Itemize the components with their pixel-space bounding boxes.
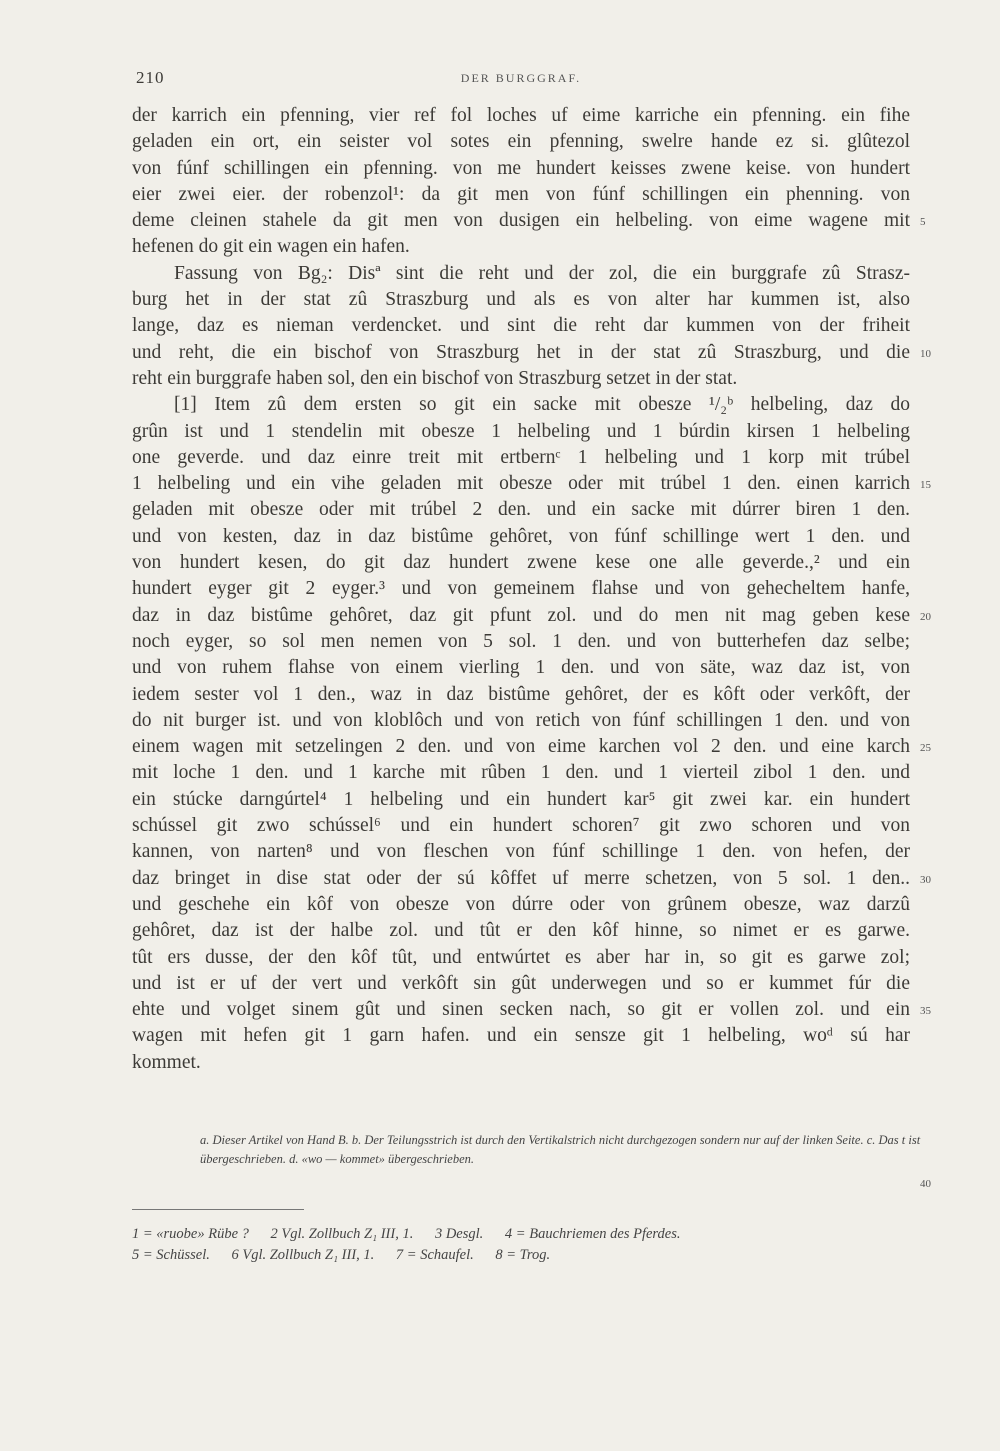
footnote: 1 = «ruobe» Rübe ? [132, 1226, 249, 1242]
line-number: 25 [920, 742, 931, 755]
footnote: 3 Desgl. [434, 1226, 484, 1242]
footnote-divider [132, 1209, 304, 1210]
text-line: noch eyger, so sol men nemen von 5 sol. 1 den. und von butterhefen daz selbe; [132, 630, 910, 652]
text-line: grûn ist und 1 stendelin mit obesze 1 helbeling und 1 búrdin kirsen 1 helbeling [132, 420, 910, 442]
text-line: gehôret, daz ist der halbe zol. und tût er den kôf hinne, so nimet er es garwe. [132, 920, 910, 942]
text-line: hefenen do git ein wagen ein hafen. [132, 236, 410, 258]
text-line: einem wagen mit setzelingen 2 den. und von eime karchen vol 2 den. und eine karch [132, 736, 910, 758]
text-line: daz in daz bistûme gehôret, daz git pfunt zol. und do men nit mag geben kese [132, 604, 910, 626]
main-text [132, 103, 910, 1076]
footnotes [132, 1224, 922, 1266]
apparatus-note: b. Der Teilungsstrich ist durch den Vertikalstrich nicht durchgezogen sondern nur auf der linken Seite. [351, 1133, 864, 1147]
text-line: daz bringet in dise stat oder der sú kôffet uf merre schetzen, von 5 sol. 1 den.. [132, 867, 910, 889]
text-line: von hundert kesen, do git daz hundert zwene kese one alle geverde.,² und ein [132, 552, 910, 574]
text-line: kommet. [132, 1051, 201, 1073]
text-line: one geverde. und daz einre treit mit ertbernᶜ 1 helbeling und 1 korp mit trúbel [132, 446, 910, 468]
text-line: lange, daz es nieman verdencket. und sint die reht dar kummen von der friheit [132, 315, 910, 337]
footnote: 6 Vgl. Zollbuch Z₁ III, 1. [231, 1247, 375, 1263]
line-number: 35 [920, 1005, 931, 1018]
apparatus-note: a. Dieser Artikel von Hand B. [200, 1133, 349, 1147]
text-line: eier zwei eier. der robenzol¹: da git men von fúnf schillingen ein phenning. von [132, 183, 910, 205]
text-line: wagen mit hefen git 1 garn hafen. und ein sensze git 1 helbeling, woᵈ sú har [132, 1025, 910, 1047]
footnote: 2 Vgl. Zollbuch Z₁ III, 1. [270, 1226, 414, 1242]
text-line: Fassung von Bg₂: Disª sint die reht und der zol, die ein burggrafe zû Strasz- [174, 262, 910, 284]
text-line: schússel git zwo schússel⁶ und ein hundert schoren⁷ git zwo schoren und von [132, 815, 910, 837]
footnote: 8 = Trog. [495, 1247, 551, 1263]
line-number: 40 [920, 1178, 931, 1190]
text-line: 1 helbeling und ein vihe geladen mit obesze oder mit trúbel 1 den. einen karrich [132, 473, 910, 495]
text-line: ein stúcke darngúrtel⁴ 1 helbeling und ein hundert kar⁵ git zwei kar. ein hundert [132, 788, 910, 810]
running-title: DER BURGGRAF. [460, 71, 582, 85]
footnote: 4 = Bauchriemen des Pferdes. [504, 1226, 681, 1242]
line-number: 15 [920, 479, 931, 492]
footnote: 5 = Schüssel. [132, 1247, 210, 1263]
line-number: 10 [920, 347, 931, 360]
line-number: 30 [920, 873, 931, 886]
text-line: geladen ein ort, ein seister vol sotes ein pfenning, swelre hande ez si. glûtezol [132, 131, 910, 153]
apparatus-notes [200, 1131, 922, 1169]
page-header [132, 68, 910, 92]
text-line: geladen mit obesze oder mit trúbel 2 den. und ein sacke mit dúrrer biren 1 den. [132, 499, 910, 521]
line-number: 5 [920, 216, 926, 229]
text-line: und reht, die ein bischof von Straszburg het in der stat zû Straszburg, und die [132, 341, 910, 363]
text-line: deme cleinen stahele da git men von dusigen ein helbeling. von eime wagene mit [132, 210, 910, 232]
text-line: tût ers dusse, der den kôf tût, und entwúrtet es aber har in, so git es garwe zol; [132, 946, 910, 968]
line-number: 20 [920, 610, 931, 623]
text-line: von fúnf schillingen ein pfenning. von me hundert keisses zwene keise. von hundert [132, 157, 910, 179]
apparatus-note: c. Das t ist übergeschrieben. [200, 1133, 921, 1166]
text-line: do nit burger ist. und von kloblôch und von retich von fúnf schillingen 1 den. und von [132, 709, 910, 731]
text-line: und von ruhem flahse von einem vierling 1 den. und von säte, waz daz ist, von [132, 657, 910, 679]
text-line: iedem sester vol 1 den., waz in daz bistûme gehôret, der es kôft oder verkôft, der [132, 683, 910, 705]
text-line: hundert eyger git 2 eyger.³ und von gemeinem flahse und von gehecheltem hanfe, [132, 578, 910, 600]
text-line: kannen, von narten⁸ und von fleschen von fúnf schillinge 1 den. von hefen, der [132, 841, 910, 863]
text-line: und von kesten, daz in daz bistûme gehôret, von fúnf schillinge wert 1 den. und [132, 525, 910, 547]
text-line: burg het in der stat zû Straszburg und als es von alter har kummen ist, also [132, 289, 910, 311]
page-number: 210 [136, 68, 165, 87]
text-line: und geschehe ein kôf von obesze von dúrre oder von grûnem obesze, waz darzû [132, 893, 910, 915]
text-line: und ist er uf der vert und verkôft sin gût underwegen und so er kummet fúr die [132, 972, 910, 994]
text-line: ehte und volget sinem gût und sinen secken nach, so git er vollen zol. und ein [132, 999, 910, 1021]
footnote: 7 = Schaufel. [395, 1247, 474, 1263]
text-line: der karrich ein pfenning, vier ref fol loches uf eime karriche ein pfenning. ein fihe [132, 105, 910, 126]
text-line: reht ein burggrafe haben sol, den ein bischof von Straszburg setzet in der stat. [132, 367, 738, 389]
apparatus-note: d. «wo — kommet» übergeschrieben. [289, 1152, 475, 1166]
text-line: mit loche 1 den. und 1 karche mit rûben 1 den. und 1 vierteil zibol 1 den. und [132, 762, 910, 784]
text-line: [1] Item zû dem ersten so git ein sacke mit obesze ¹/₂ᵇ helbeling, daz do [174, 394, 910, 416]
